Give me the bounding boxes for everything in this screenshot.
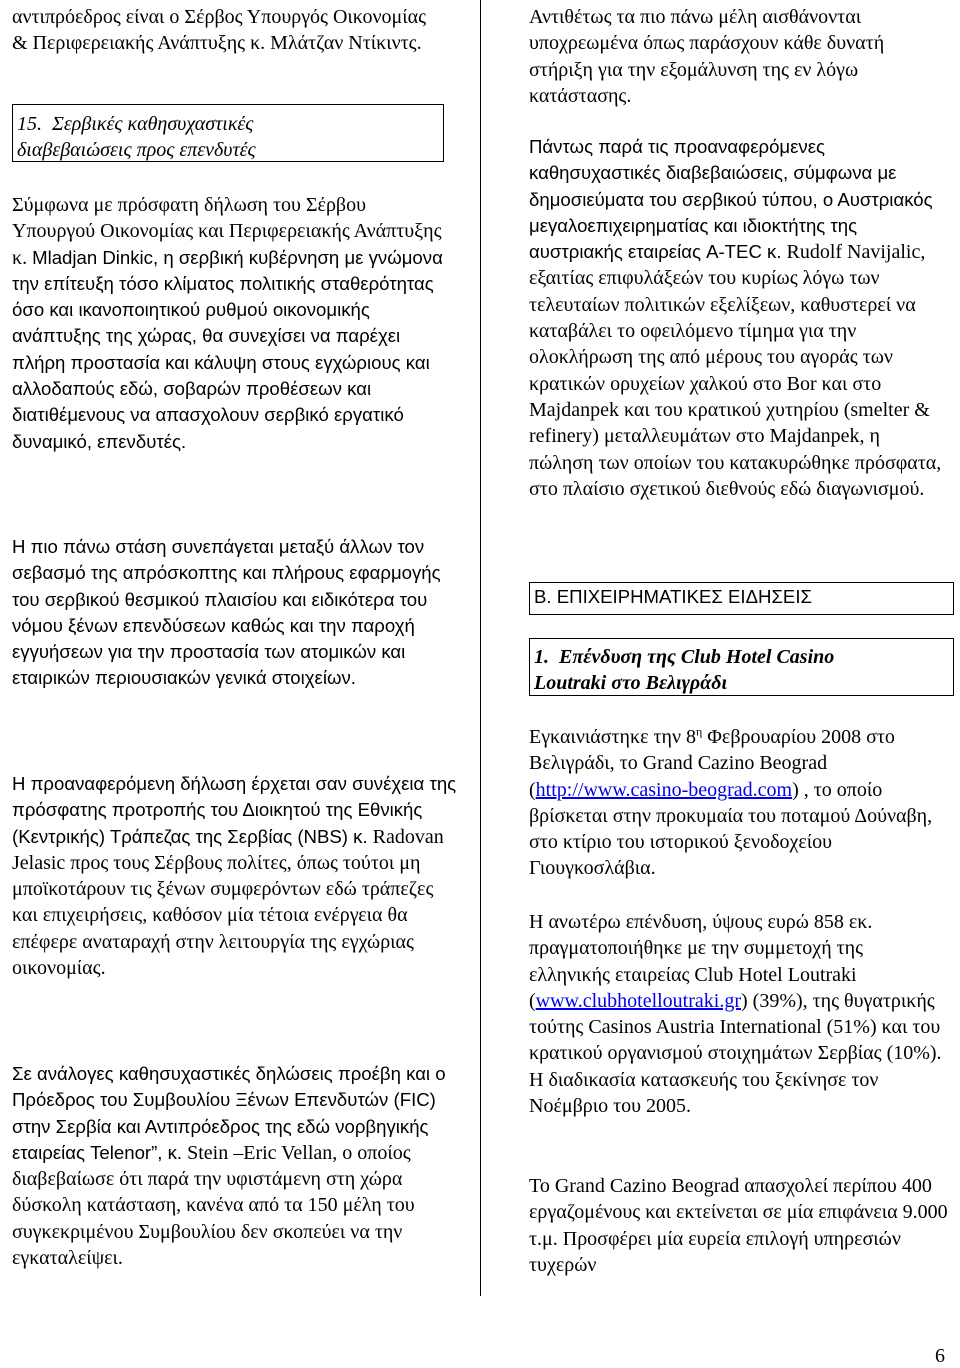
section-15-heading bbox=[12, 104, 444, 162]
paragraph-investment bbox=[529, 909, 949, 1119]
intro-paragraph: αντιπρόεδρος είναι ο Σέρβος Υπουργός Οικονομίας & Περιφερειακής Ανάπτυξης κ. Μλάτζαν Ντίκιντς. bbox=[12, 6, 426, 55]
opening-text-b: Φεβρουαρίου 2008 στο Βελιγράδι, το Grand Cazino Beograd ( bbox=[529, 726, 895, 801]
page-number: 6 bbox=[935, 1345, 945, 1367]
opening-superscript: η bbox=[696, 724, 703, 739]
opening-text-a: Εγκαινιάστηκε την 8 bbox=[529, 726, 697, 748]
paragraph-dinkic-serif: Σύμφωνα με πρόσφατη δήλωση του Σέρβου Υπουργού Οικονομίας και Περιφερειακής Ανάπτυξης κ. bbox=[12, 194, 442, 269]
paragraph-fic bbox=[12, 1061, 452, 1271]
section-1-number: 1. bbox=[534, 646, 549, 668]
casino-beograd-link[interactable]: http://www.casino-beograd.com bbox=[535, 778, 793, 801]
opening-text-c: ) , το οποίο βρίσκεται στην προκυμαία του ποταμού Δούναβη, στο κτίριο του ιστορικού ξενοδοχείου Γιουγκοσλάβια. bbox=[529, 778, 933, 880]
paragraph-navijalic bbox=[529, 134, 949, 502]
column-divider bbox=[480, 0, 481, 1296]
paragraph-nbs bbox=[12, 771, 462, 981]
paragraph-dinkic bbox=[12, 192, 452, 455]
paragraph-stance: Η πιο πάνω στάση συνεπάγεται μεταξύ άλλων τον σεβασμό της απρόσκοπτης και πλήρους εφαρμογής του σερβικού θεσμικού πλαισίου και ειδικότερα του νόμου ξένων επενδύσεων καθώς και την παροχή εγγυήσεων για την προστασία των ατομικών και εταιρικών περιουσιακών γενικά στοιχείων. bbox=[12, 536, 441, 689]
paragraph-navijalic-serif: Rudolf Navijalic, εξαιτίας επιφυλάξεών του κυρίως λόγω των τελευταίων πολιτικών εξελίξεων, καθυστερεί να καταβάλει το οφειλόμενο τίμημα για την ολοκλήρωση της από μέρους του αγοράς των κρατικών ορυχείων χαλκού στο Bor και στο Majdanpek και του κρατικού χυτηρίου (smelter & refinery) μεταλλευμάτων στο Majdanpek, η πώληση των οποίων του κατακυρώθηκε πρόσφατα, στο πλαίσιο σχετικού διεθνούς εδώ διαγωνισμού. bbox=[529, 241, 942, 500]
section-1-title-line1: Επένδυση της Club Hotel Casino bbox=[559, 646, 835, 668]
section-15-number: 15. bbox=[17, 113, 42, 135]
section-1-heading bbox=[529, 638, 954, 696]
paragraph-fic-sans: Σε ανάλογες καθησυχαστικές δηλώσεις προέβη και ο Πρόεδρος του Συμβουλίου Ξένων Επενδυτών (FIC) στην Σερβία και Αντιπρόεδρος της εδώ νορβηγικής εταιρείας Telenor”, κ. bbox=[12, 1063, 446, 1163]
section-1-title-line2: Loutraki στο Βελιγράδι bbox=[534, 672, 728, 694]
paragraph-members: Αντιθέτως τα πιο πάνω μέλη αισθάνονται υποχρεωμένα όπως παράσχουν κάθε δυνατή στήριξη για την εξομάλυνση της εν λόγω κατάστασης. bbox=[529, 6, 885, 107]
section-b-heading: Β. ΕΠΙΧΕΙΡΗΜΑΤΙΚΕΣ ΕΙΔΗΣΕΙΣ bbox=[529, 582, 954, 615]
investment-text-a: Η ανωτέρω επένδυση, ύψους ευρώ 858 εκ. πραγματοποιήθηκε με την συμμετοχή της ελληνικής εταιρείας Club Hotel Loutraki ( bbox=[529, 911, 873, 1012]
clubhotelloutraki-link[interactable]: www.clubhotelloutraki.gr bbox=[535, 989, 741, 1012]
paragraph-employees: Το Grand Cazino Beograd απασχολεί περίπου 400 εργαζομένους και εκτείνεται σε μία επιφάνεια 9.000 τ.μ. Προσφέρει μία ευρεία επιλογή υπηρεσιών τυχερών bbox=[529, 1175, 948, 1276]
section-15-title-line2: διαβεβαιώσεις προς επενδυτές bbox=[17, 139, 256, 161]
paragraph-nbs-sans: Η προαναφερόμενη δήλωση έρχεται σαν συνέχεια της πρόσφατης προτροπής του Διοικητού της Εθνικής (Κεντρικής) Τράπεζας της Σερβίας (NBS) κ. bbox=[12, 773, 457, 847]
section-15-title-line1: Σερβικές καθησυχαστικές bbox=[52, 113, 254, 135]
paragraph-dinkic-sans: Mladjan Dinkic, η σερβική κυβέρνηση με γνώμονα την επίτευξη τόσο κλίματος πολιτικής σταθερότητας όσο και ικανοποιητικού ρυθμού οικονομικής ανάπτυξης της χώρας, θα συνεχίσει να παρέχει πλήρη προστασία και κάλυψη στους εγχώριους και αλλοδαπούς εδώ, σοβαρών προθέσεων και διατιθέμενους να απασχολουν σερβικό εργατικό δυναμικό, επενδυτές. bbox=[12, 246, 443, 452]
investment-text-b: ) (39%), της θυγατρικής τούτης Casinos Austria International (51%) και του κρατικού οργανισμού στοιχημάτων Σερβίας (10%). Η διαδικασία κατασκευής του ξεκίνησε τον Νοέμβριο του 2005. bbox=[529, 989, 942, 1118]
paragraph-casino-opening bbox=[529, 724, 949, 882]
paragraph-fic-serif: Stein –Eric Vellan, ο οποίος διαβεβαίωσε ότι παρά την υφιστάμενη στη χώρα δύσκολη κατάσταση, κανένα από τα 150 μέλη του συγκεκριμένου Συμβουλίου δεν σκοπεύει να την εγκαταλείψει. bbox=[12, 1141, 415, 1270]
paragraph-nbs-serif: Radovan Jelasic προς τους Σέρβους πολίτες, όπως τούτοι μη μποϊκοτάρουν τις ξένων συμφερόντων εδώ τράπεζες και επιχειρήσεις, καθόσον μία τέτοια ενέργεια θα επέφερε αναταραχή στην λειτουργία της εγχώριας οικονομίας. bbox=[12, 825, 444, 980]
paragraph-navijalic-sans: Πάντως παρά τις προαναφερόμενες καθησυχαστικές διαβεβαιώσεις, σύμφωνα με δημοσιεύματα του σερβικού τύπου, ο Αυστριακός μεγαλοεπιχειρηματίας και ιδιοκτήτης της αυστριακής εταιρείας A-TEC κ. bbox=[529, 136, 933, 263]
